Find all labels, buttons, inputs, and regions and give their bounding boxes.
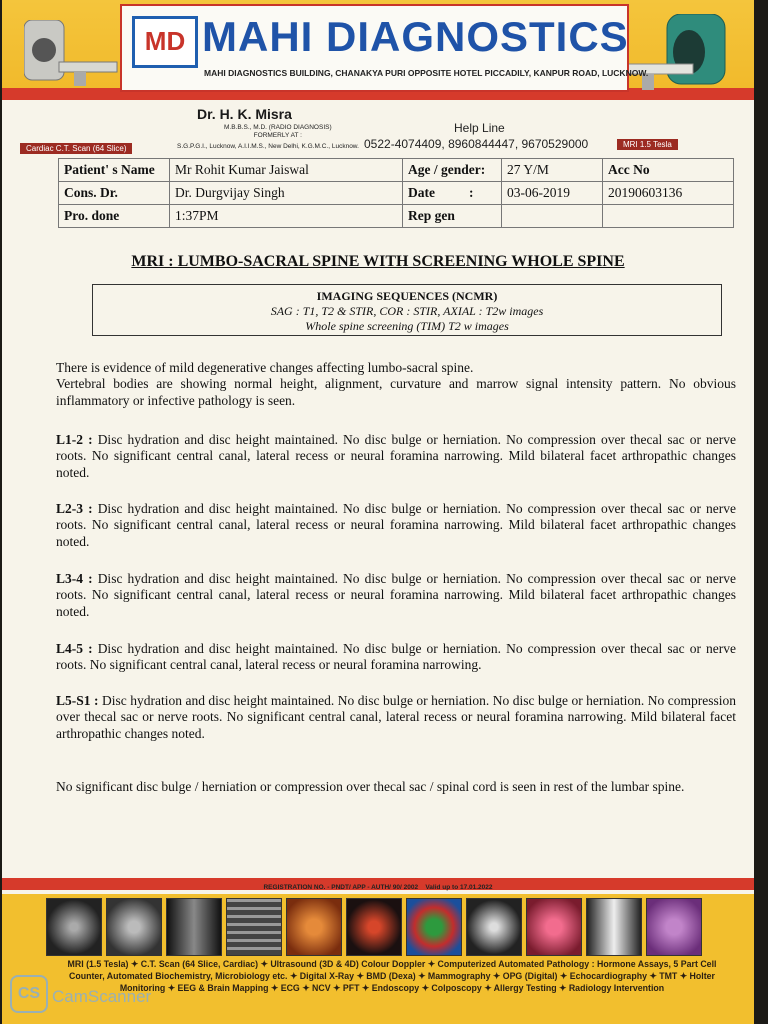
level-text: Disc hydration and disc height maintained. No disc bulge or herniation. No disc bulge or herniation. No compression over thecal sac or nerve roots. No significant central canal, lateral recess or neural foramina narrowing. Mild bilateral facet arthropathic changes noted. <box>56 693 737 741</box>
scan-thumbnail <box>106 898 162 956</box>
table-row <box>59 159 734 182</box>
level-finding-l5-s1 <box>56 693 736 742</box>
brand-name: MAHI DIAGNOSTICS <box>202 13 629 60</box>
doctor-formerly: S.G.P.G.I., Lucknow, A.I.I.M.S., New Delhi, K.G.M.C., Lucknow. <box>177 143 359 150</box>
level-finding-l3-4 <box>56 571 736 620</box>
pro-label: Pro. done <box>59 205 170 228</box>
brand-logo: MD <box>132 16 198 68</box>
ct-scan-tag: Cardiac C.T. Scan (64 Slice) <box>20 143 132 154</box>
level-finding-l4-5 <box>56 641 736 674</box>
sequences-line-1: SAG : T1, T2 & STIR, COR : STIR, AXIAL : T2w images <box>270 304 544 318</box>
imaging-sequences-box <box>92 284 722 336</box>
patient-age: 27 Y/M <box>502 159 603 182</box>
registration-number: REGISTRATION NO. - PNDT/ APP - AUTH/ 90/ 2002 <box>263 884 419 891</box>
findings-intro <box>56 360 736 409</box>
level-label: L1-2 : <box>56 432 93 447</box>
patient-name: Mr Rohit Kumar Jaiswal <box>170 159 403 182</box>
brand-address: MAHI DIAGNOSTICS BUILDING, CHANAKYA PURI OPPOSITE HOTEL PICCADILY, KANPUR ROAD, LUCKNOW. <box>204 68 649 78</box>
sequences-line-2: Whole spine screening (TIM) T2 w images <box>305 319 509 333</box>
level-finding-l1-2 <box>56 432 736 481</box>
brand-box <box>120 4 649 92</box>
acc-number: 20190603136 <box>603 182 734 205</box>
table-row <box>59 205 734 228</box>
report-page <box>2 0 754 1024</box>
ct-scanner-image <box>24 20 119 88</box>
doctor-name: Dr. H. K. Misra <box>197 106 292 122</box>
camscanner-logo: CS <box>10 975 48 1013</box>
cons-label: Cons. Dr. <box>59 182 170 205</box>
scan-thumbnail <box>226 898 282 956</box>
level-label: L3-4 : <box>56 571 93 586</box>
empty-cell <box>603 205 734 228</box>
report-date: 03-06-2019 <box>502 182 603 205</box>
pro-time: 1:37PM <box>170 205 403 228</box>
level-finding-l2-3 <box>56 501 736 550</box>
scan-thumbnail <box>166 898 222 956</box>
doctor-degrees: M.B.B.S., M.D. (RADIO DIAGNOSIS) FORMERLY AT : <box>224 124 332 139</box>
intro-line-2: Vertebral bodies are showing normal height, alignment, curvature and marrow signal intensity pattern. No obvious inflammatory or infective pathology is seen. <box>56 376 736 408</box>
acc-label: Acc No <box>603 159 734 182</box>
registration-line <box>2 884 754 891</box>
conclusion: No significant disc bulge / herniation or compression over thecal sac / spinal cord is seen in rest of the lumbar spine. <box>56 779 685 794</box>
level-label: L2-3 : <box>56 501 93 516</box>
services-list: MRI (1.5 Tesla) ✦ C.T. Scan (64 Slice, Cardiac) ✦ Ultrasound (3D & 4D) Colour Doppler ✦ Computerized Automated Pathology : Hormone Assays, 5 Part Cell Counter, Automated Biochemistry, Microbiology etc. ✦ Digital X-Ray ✦ BMD (Dexa) ✦ Mammography ✦ OPG (Digital) ✦ Echocardiography ✦ TMT ✦ Holter Monitoring ✦ EEG & Brain Mapping ✦ ECG ✦ NCV ✦ PFT ✦ Endoscopy ✦ Colposcopy ✦ Allergy Testing ✦ Radiology Intervention <box>67 959 717 993</box>
scan-thumbnail <box>46 898 102 956</box>
level-text: Disc hydration and disc height maintained. No disc bulge or herniation. No compression over thecal sac or nerve roots. No significant central canal, lateral recess or neural foramina narrowing. Mild bilateral facet arthropathic changes noted. <box>56 571 737 619</box>
scan-thumbnail <box>526 898 582 956</box>
level-label: L4-5 : <box>56 641 93 656</box>
sequences-heading: IMAGING SEQUENCES (NCMR) <box>316 289 498 303</box>
mri-tag: MRI 1.5 Tesla <box>617 139 678 150</box>
date-label-cell <box>403 182 502 205</box>
rep-value <box>502 205 603 228</box>
scan-thumbnail <box>646 898 702 956</box>
patient-table <box>58 158 734 228</box>
rep-label: Rep gen <box>403 205 502 228</box>
level-text: Disc hydration and disc height maintained. No disc bulge or herniation. No compression over thecal sac or nerve roots. No significant central canal, lateral recess or neural foramina narrowing. Mild bilateral facet arthropathic changes noted. <box>56 432 737 480</box>
scan-thumbnail <box>406 898 462 956</box>
helpline-numbers: 0522-4074409, 8960844447, 9670529000 <box>364 137 589 151</box>
report-title: MRI : LUMBO-SACRAL SPINE WITH SCREENING WHOLE SPINE <box>131 253 625 270</box>
date-colon: : <box>469 185 474 200</box>
intro-line-1: There is evidence of mild degenerative changes affecting lumbo-sacral spine. <box>56 360 474 375</box>
level-text: Disc hydration and disc height maintained. No disc bulge or herniation. No compression over thecal sac or nerve roots. No significant central canal, lateral recess or neural foramina narrowing. Mild bilateral facet arthropathic changes noted. <box>56 501 737 549</box>
table-row <box>59 182 734 205</box>
scan-thumbnail <box>286 898 342 956</box>
date-label: Date <box>408 185 435 200</box>
camscanner-watermark: CamScanner <box>52 987 152 1006</box>
registration-validity: Valid up to 17.01.2022 <box>425 884 493 891</box>
level-text: Disc hydration and disc height maintained. No disc bulge or herniation. No compression over thecal sac or nerve roots. No significant central canal, lateral recess or neural foramina narrowing. <box>56 641 737 673</box>
scan-thumbnail <box>346 898 402 956</box>
consultant: Dr. Durgvijay Singh <box>170 182 403 205</box>
scan-thumbnail <box>586 898 642 956</box>
mri-machine-image <box>627 14 727 94</box>
formerly-label: FORMERLY AT : <box>253 132 302 139</box>
scan-thumbnails <box>46 898 702 956</box>
age-label: Age / gender: <box>403 159 502 182</box>
name-label: Patient' s Name <box>59 159 170 182</box>
level-label: L5-S1 : <box>56 693 99 708</box>
helpline-label: Help Line <box>454 121 505 135</box>
scan-thumbnail <box>466 898 522 956</box>
